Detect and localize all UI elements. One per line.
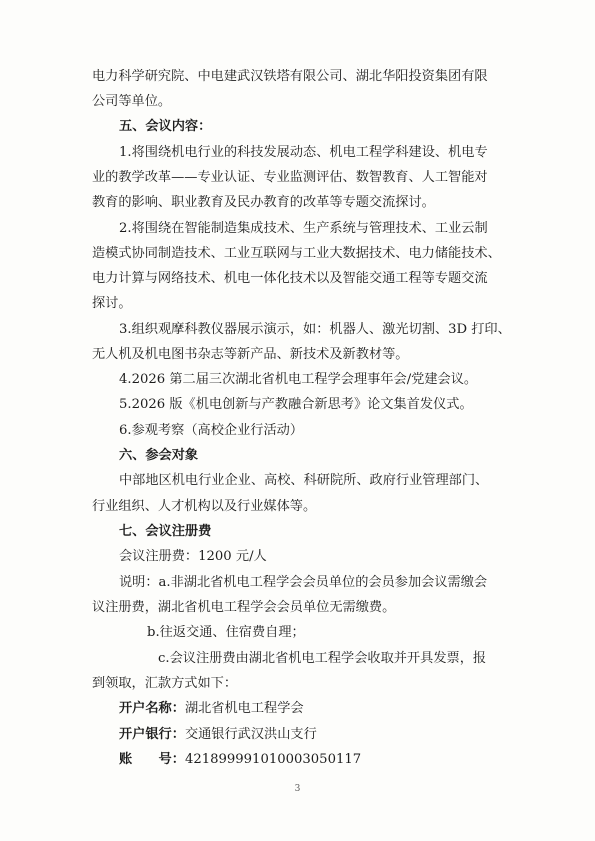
text-line: 电力科学研究院、中电建武汉铁塔有限公司、湖北华阳投资集团有限: [92, 69, 488, 84]
text-line: 中部地区机电行业企业、高校、科研院所、政府行业管理部门、: [119, 473, 489, 488]
text-line: 教育的影响、职业教育及民办教育的改革等专题交流探讨。: [92, 195, 435, 210]
text-line: 造模式协同制造技术、工业互联网与工业大数据技术、电力储能技术、: [92, 246, 501, 261]
bank-name-row: [119, 726, 518, 743]
text-line: 5.2026 版《机电创新与产教融合新思考》论文集首发仪式。: [119, 397, 473, 412]
text-line: 行业组织、人才机构以及行业媒体等。: [92, 499, 317, 514]
text-line: c.会议注册费由湖北省机电工程学会收取并开具发票，报: [158, 651, 487, 666]
account-number-label: 账 号：: [119, 752, 185, 767]
page-number: 3: [294, 784, 301, 794]
text-line: 电力计算与网络技术、机电一体化技术以及智能交通工程等专题交流: [92, 271, 488, 286]
bank-name-label: 开户银行：: [119, 727, 185, 742]
bank-account-name-row: [119, 700, 518, 717]
section-heading: 七、会议注册费: [119, 524, 212, 539]
account-name-value: 湖北省机电工程学会: [184, 701, 304, 716]
text-line: 业的教学改革——专业认证、专业监测评估、数智教育、人工智能对: [92, 170, 488, 185]
text-line: 会议注册费：1200 元/人: [119, 549, 267, 564]
text-line: 2.将围绕在智能制造集成技术、生产系统与管理技术、工业云制: [119, 221, 488, 236]
text-line: 探讨。: [92, 296, 132, 311]
text-line: 议注册费，湖北省机电工程学会会员单位无需缴费。: [92, 600, 396, 615]
text-line: 无人机及机电图书杂志等新产品、新技术及新教材等。: [92, 347, 409, 362]
text-line: 说明：a.非湖北省机电工程学会会员单位的会员参加会议需缴会: [119, 575, 488, 590]
text-line: 1.将围绕机电行业的科技发展动态、机电工程学科建设、机电专: [119, 145, 488, 160]
text-line: 公司等单位。: [92, 94, 172, 109]
text-line: b.往返交通、住宿费自理；: [147, 625, 305, 640]
text-line: 到领取，汇款方式如下：: [92, 676, 238, 691]
account-number-row: [119, 751, 518, 768]
section-heading: 五、会议内容：: [119, 119, 212, 134]
text-line: 4.2026 第二届三次湖北省机电工程学会理事年会/党建会议。: [119, 372, 478, 387]
account-name-label: 开户名称：: [119, 701, 185, 716]
account-number-value: 421899991010003050117: [184, 752, 362, 767]
section-heading: 六、参会对象: [119, 448, 199, 463]
text-line: 3.组织观摩科教仪器展示演示，如：机器人、激光切割、3D 打印、: [119, 322, 511, 337]
text-line: 6.参观考察（高校企业行活动）: [119, 423, 304, 438]
bank-name-value: 交通银行武汉洪山支行: [184, 727, 317, 742]
